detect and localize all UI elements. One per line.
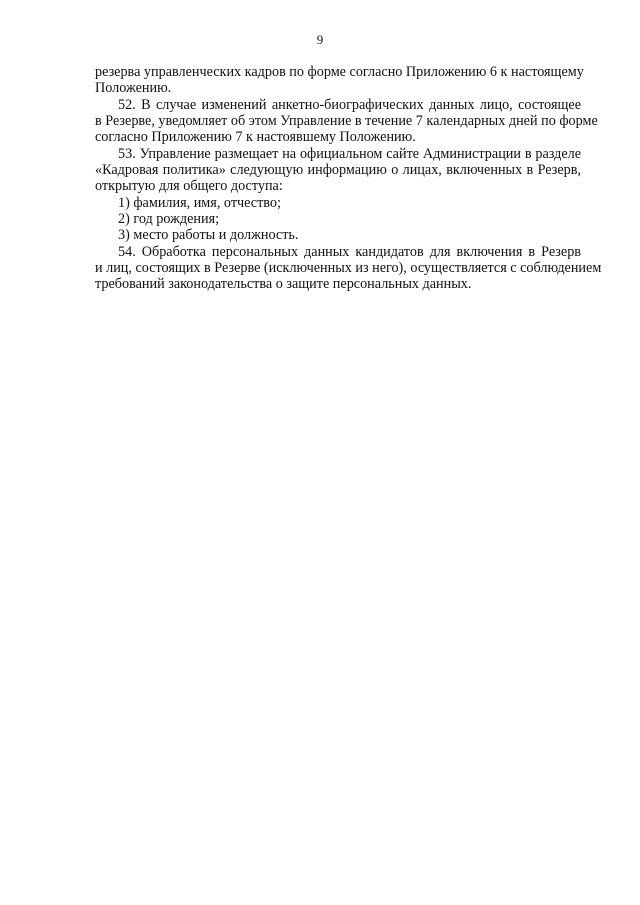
text-line: Положению.	[95, 80, 172, 97]
page-number: 9	[316, 32, 324, 47]
text-line: 54. Обработка персональных данных кандидатов для включения в Резерв	[118, 243, 581, 260]
text-line: 53. Управление размещает на официальном сайте Администрации в разделе	[118, 145, 581, 162]
text-line: 2) год рождения;	[118, 211, 220, 228]
text-line: требований законодательства о защите персональных данных.	[95, 276, 472, 293]
document-body	[95, 64, 602, 293]
text-line: резерва управленческих кадров по форме согласно Приложению 6 к настоящему	[95, 64, 584, 80]
text-line: в Резерве, уведомляет об этом Управление в течение 7 календарных дней по форме	[95, 113, 598, 130]
text-line: открытую для общего доступа:	[95, 178, 283, 195]
text-line: и лиц, состоящих в Резерве (исключенных из него), осуществляется с соблюдением	[95, 260, 602, 277]
text-line: 52. В случае изменений анкетно-биографических данных лицо, состоящее	[118, 96, 581, 113]
text-line: 3) место работы и должность.	[118, 227, 299, 244]
text-line: «Кадровая политика» следующую информацию о лицах, включенных в Резерв,	[95, 162, 581, 179]
text-line: согласно Приложению 7 к настоявшему Положению.	[95, 129, 416, 146]
text-line: 1) фамилия, имя, отчество;	[118, 194, 281, 211]
